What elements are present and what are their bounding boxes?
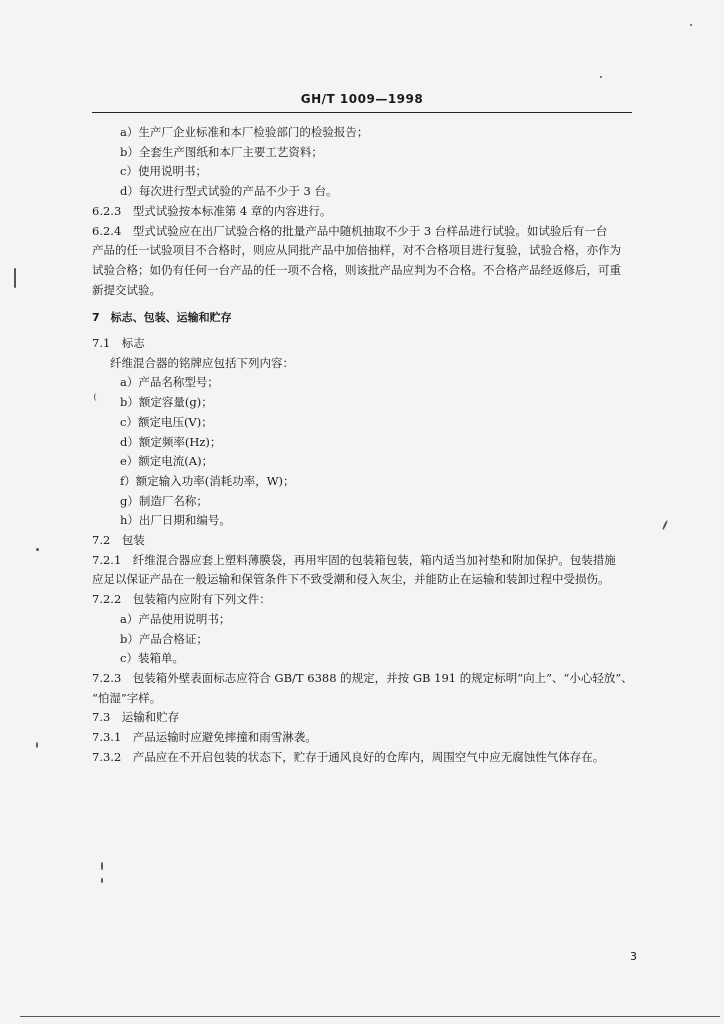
scan-mark	[662, 520, 668, 530]
list-item: a）生产厂企业标准和本厂检验部门的检验报告；	[120, 125, 369, 139]
subsection-7-3-heading: 7.3 运输和贮存	[92, 710, 180, 725]
list-item: c）使用说明书；	[120, 164, 207, 179]
scan-mark	[14, 268, 16, 288]
standard-number-header: GH/T 1009—1998	[300, 92, 424, 106]
list-item: a）产品使用说明书；	[120, 611, 231, 626]
nameplate-intro: 纤维混合器的铭牌应包括下列内容：	[110, 355, 294, 370]
list-item: c）额定电压(V)；	[120, 414, 213, 429]
scan-mark	[94, 393, 100, 401]
list-item: h）出厂日期和编号。	[120, 513, 231, 528]
list-item: g）制造厂名称；	[120, 493, 208, 508]
list-item: d）每次进行型式试验的产品不少于 3 台。	[120, 184, 338, 199]
subsection-7-1-heading: 7.1 标志	[92, 336, 145, 351]
clause-6-2-4-line: 6.2.4 型式试验应在出厂试验合格的批量产品中随机抽取不少于 3 台样品进行试验。如试验后有一台	[92, 223, 608, 238]
clause-6-2-4-line: 产品的任一试验项目不合格时，则应从同批产品中加倍抽样，对不合格项目进行复验，试验合格，亦作为	[92, 243, 621, 258]
scan-mark	[36, 548, 39, 551]
list-item: b）额定容量(g)；	[120, 395, 213, 410]
clause-7-2-3-line: 7.2.3 包装箱外壁表面标志应符合 GB/T 6388 的规定，并按 GB 191 的规定标明“向上”、“小心轻放”、	[92, 670, 633, 685]
clause-7-3-2: 7.3.2 产品应在不开启包装的状态下，贮存于通风良好的仓库内，周围空气中应无腐蚀性气体存在。	[92, 749, 605, 764]
list-item: e）额定电流(A)；	[120, 454, 214, 469]
page-number: 3	[630, 950, 637, 963]
footer-rule	[20, 1016, 720, 1017]
clause-7-2-2: 7.2.2 包装箱内应附有下列文件：	[92, 592, 271, 607]
scan-mark	[36, 742, 38, 748]
clause-7-3-1: 7.3.1 产品运输时应避免摔撞和雨雪淋袭。	[92, 730, 317, 745]
scan-mark	[101, 862, 103, 870]
clause-7-2-1-line: 7.2.1 纤维混合器应套上塑料薄膜袋，再用牢固的包装箱包装，箱内适当加衬垫和附加保护。包装措施	[92, 552, 616, 567]
list-item: a）产品名称型号；	[120, 375, 219, 390]
list-item: f）额定输入功率(消耗功率，W)；	[120, 473, 295, 488]
scan-mark	[690, 24, 692, 26]
clause-6-2-3: 6.2.3 型式试验按本标准第 4 章的内容进行。	[92, 203, 332, 218]
clause-7-2-3-line: “怕湿”字样。	[92, 690, 162, 705]
page-body	[92, 123, 662, 768]
list-item: b）全套生产图纸和本厂主要工艺资料；	[120, 144, 323, 159]
header-rule	[92, 112, 632, 113]
list-item: d）额定频率(Hz)；	[120, 434, 222, 449]
clause-6-2-4-line: 试验合格；如仍有任何一台产品的任一项不合格，则该批产品应判为不合格。不合格产品经返修后，可重	[92, 262, 621, 277]
scan-mark	[600, 76, 602, 78]
list-item: c）装箱单。	[120, 651, 184, 666]
list-item: b）产品合格证；	[120, 631, 208, 646]
subsection-7-2-heading: 7.2 包装	[92, 533, 145, 548]
section-7-heading: 7 标志、包装、运输和贮存	[92, 311, 232, 325]
clause-7-2-1-line: 应足以保证产品在一般运输和保管条件下不致受潮和侵入灰尘，并能防止在运输和装卸过程中受损伤。	[92, 572, 610, 587]
scan-mark	[101, 878, 103, 883]
clause-6-2-4-line: 新提交试验。	[92, 282, 161, 297]
